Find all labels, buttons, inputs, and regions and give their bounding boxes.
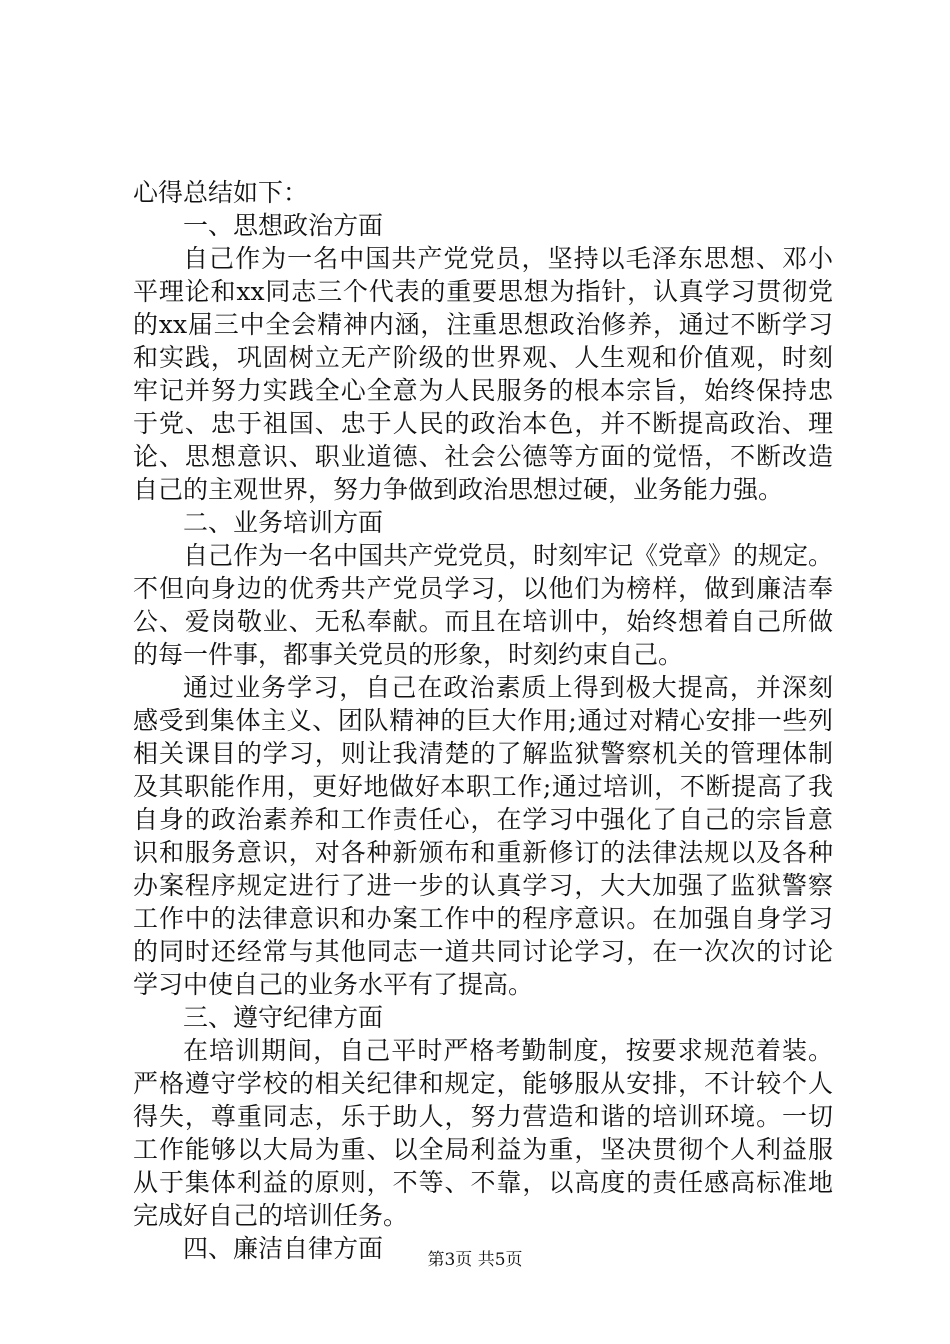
text-line: 严格遵守学校的相关纪律和规定，能够服从安排，不计较个人: [133, 1069, 833, 1098]
text-line: 从于集体利益的原则，不等、不靠，以高度的责任感高标准地: [133, 1168, 833, 1197]
page-footer: 第3页 共5页: [427, 1250, 523, 1270]
text-line: 三、遵守纪律方面: [183, 1003, 384, 1032]
text-line: 感受到集体主义、团队精神的巨大作用;通过对精心安排一些列: [133, 706, 833, 735]
text-line: 完成好自己的培训任务。: [133, 1201, 409, 1230]
text-line: 四、廉洁自律方面: [183, 1234, 384, 1263]
document-body: [133, 176, 833, 1265]
text-line: 心得总结如下：: [133, 178, 309, 207]
text-line: 的xx届三中全会精神内涵，注重思想政治修养，通过不断学习: [133, 310, 833, 339]
text-line: 牢记并努力实践全心全意为人民服务的根本宗旨，始终保持忠: [133, 376, 833, 405]
text-line: 论、思想意识、职业道德、社会公德等方面的觉悟，不断改造: [133, 442, 833, 471]
text-line: 自身的政治素养和工作责任心，在学习中强化了自己的宗旨意: [133, 805, 833, 834]
text-line: 平理论和xx同志三个代表的重要思想为指针，认真学习贯彻党: [133, 277, 833, 306]
text-line: 相关课目的学习，则让我清楚的了解监狱警察机关的管理体制: [133, 739, 833, 768]
text-line: 公、爱岗敬业、无私奉献。而且在培训中，始终想着自己所做: [133, 607, 833, 636]
text-line: 和实践，巩固树立无产阶级的世界观、人生观和价值观，时刻: [133, 343, 833, 372]
text-line: 于党、忠于祖国、忠于人民的政治本色，并不断提高政治、理: [133, 409, 833, 438]
text-line: 不但向身边的优秀共产党员学习，以他们为榜样，做到廉洁奉: [133, 574, 833, 603]
text-line: 的每一件事，都事关党员的形象，时刻约束自己。: [133, 640, 684, 669]
text-line: 自己作为一名中国共产党党员，时刻牢记《党章》的规定。: [183, 541, 834, 570]
text-line: 一、思想政治方面: [183, 211, 384, 240]
text-line: 自己作为一名中国共产党党员，坚持以毛泽东思想、邓小: [183, 244, 833, 273]
text-line: 自己的主观世界，努力争做到政治思想过硬，业务能力强。: [133, 475, 784, 504]
text-line: 的同时还经常与其他同志一道共同讨论学习，在一次次的讨论: [133, 937, 833, 966]
text-line: 通过业务学习，自己在政治素质上得到极大提高，并深刻: [183, 673, 833, 702]
text-line: 在培训期间，自己平时严格考勤制度，按要求规范着装。: [183, 1036, 833, 1065]
text-line: 及其职能作用，更好地做好本职工作;通过培训，不断提高了我: [133, 772, 833, 801]
text-line: 识和服务意识，对各种新颁布和重新修订的法律法规以及各种: [133, 838, 833, 867]
text-line: 二、业务培训方面: [183, 508, 384, 537]
text-line: 得失，尊重同志，乐于助人，努力营造和谐的培训环境。一切: [133, 1102, 833, 1131]
text-line: 工作能够以大局为重、以全局利益为重，坚决贯彻个人利益服: [133, 1135, 833, 1164]
text-line: 学习中使自己的业务水平有了提高。: [133, 970, 534, 999]
text-line: 工作中的法律意识和办案工作中的程序意识。在加强自身学习: [133, 904, 833, 933]
text-line: 办案程序规定进行了进一步的认真学习，大大加强了监狱警察: [133, 871, 833, 900]
